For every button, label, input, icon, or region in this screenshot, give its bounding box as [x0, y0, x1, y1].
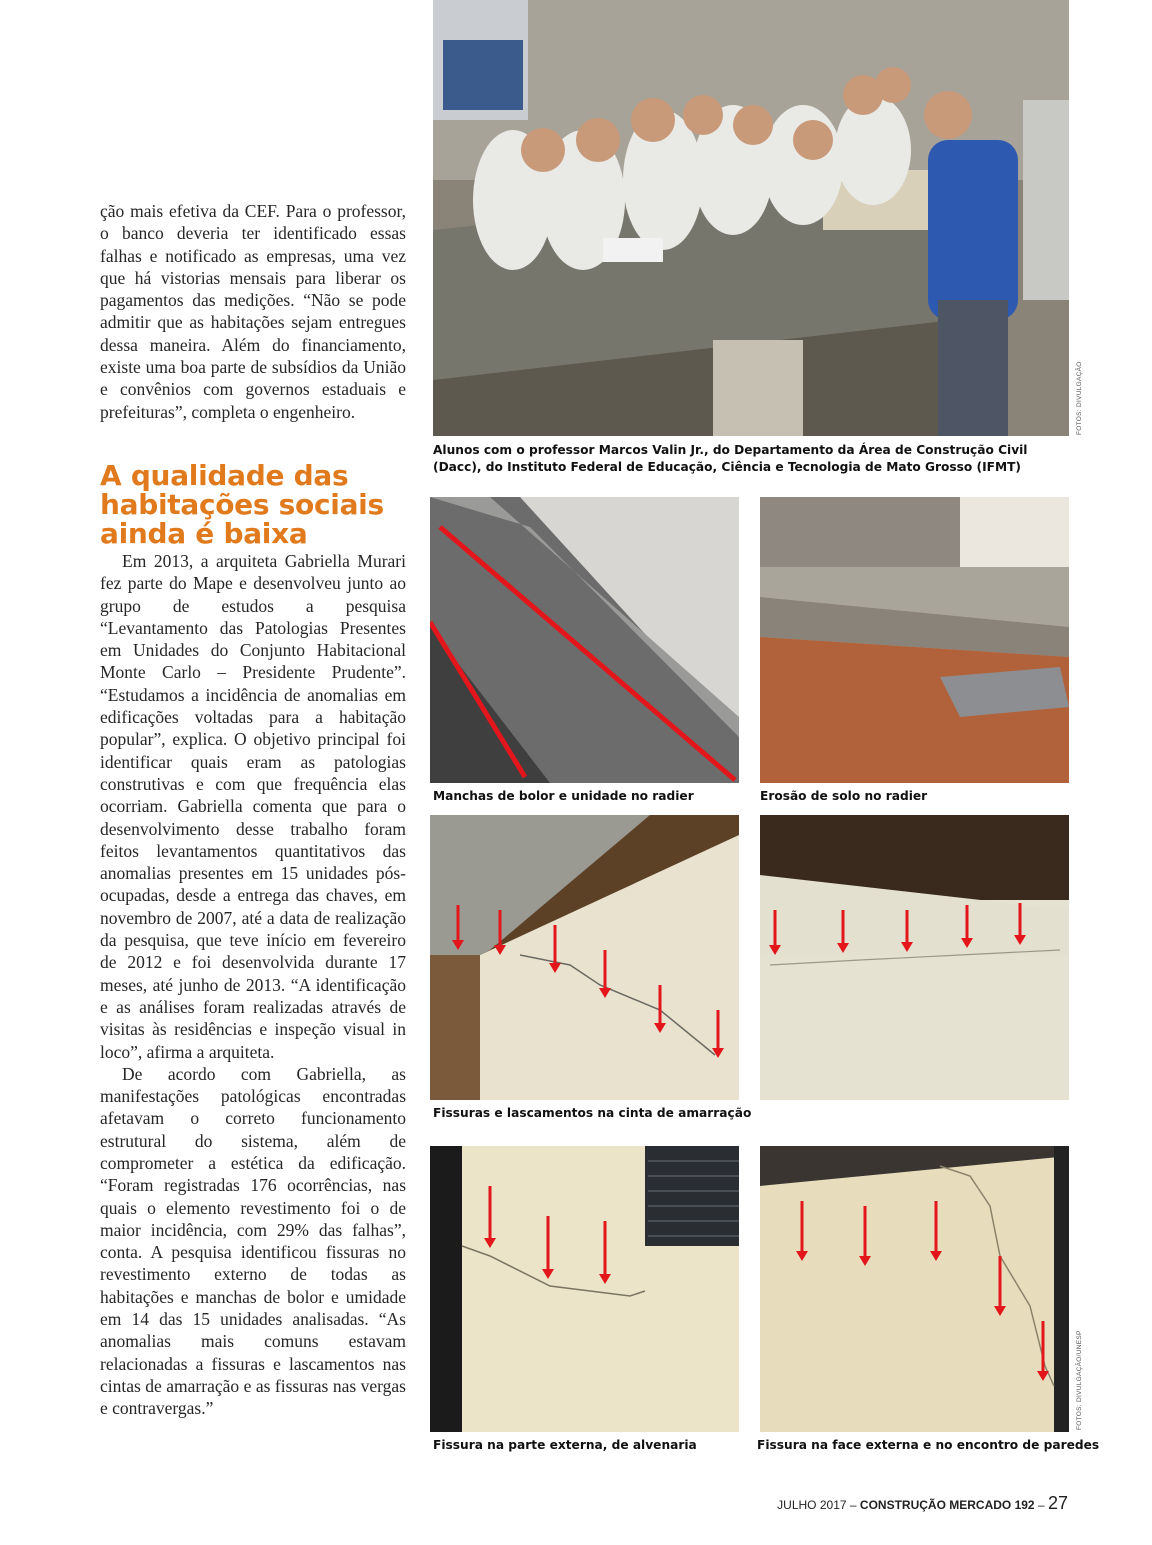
heading-line-1: A qualidade das — [100, 458, 349, 492]
text-column — [100, 200, 406, 1420]
photo-credit-bottom: FOTOS: DIVULGAÇÃO/UNESP — [1076, 1330, 1083, 1430]
section-heading — [100, 458, 406, 550]
students-photo-caption — [433, 442, 1073, 476]
caption-line-1: Alunos com o professor Marcos Valin Jr., do Departamento da Área de Construção Civil — [433, 443, 1028, 457]
heading-line-2: habitações sociais — [100, 487, 384, 521]
erosion-photo — [760, 497, 1069, 783]
mold-photo — [430, 497, 739, 783]
footer-dash: – — [1037, 1498, 1045, 1512]
body-paragraph-2: Em 2013, a arquiteta Gabriella Murari fez parte do Mape e desenvolveu junto ao grupo de estudos a pesquisa “Levantamento das Patologias Presentes em Unidades do Conjunto Habitacional Monte Carlo – Presidente Prudente”. “Estudamos a incidência de anomalias em edificações voltadas para a habitação popular”, explica. O objetivo principal foi identificar quais eram as patologias construtivas e com que frequência elas ocorriam. Gabriella comenta que para o desenvolvimento desse trabalho foram feitos levantamentos quantitativos das anomalias presentes em 15 unidades pós-ocupadas, desde a entrega das chaves, em novembro de 2007, até a data de realização da pesquisa, que teve início em fevereiro de 2012 e foi desenvolvida durante 17 meses, até junho de 2013. “A identificação e as análises foram realizadas através de visitas às residências e inspeção visual in loco”, afirma a arquiteta. — [100, 550, 406, 1062]
caption-line-2: (Dacc), do Instituto Federal de Educação, Ciência e Tecnologia de Mato Grosso (IFMT) — [433, 460, 1021, 474]
footer-date: JULHO 2017 – — [777, 1498, 857, 1512]
mold-caption: Manchas de bolor e unidade no radier — [433, 789, 694, 803]
body-paragraph-3: De acordo com Gabriella, as manifestações patológicas encontradas afetavam o correto funcionamento estrutural do sistema, além de comprometer a estética da edificação. “Foram registradas 176 ocorrências, nas quais o elemento revestimento foi o de maior incidência, com 29% das falhas”, conta. A pesquisa identificou fissuras no revestimento externo de todas as habitações e manchas de bolor e umidade em 14 das 15 unidades analisadas. “As anomalias mais comuns estavam relacionadas a fissuras e lascamentos nas cintas de amarração e as fissuras nas vergas e contravergas.” — [100, 1063, 406, 1419]
masonry-crack-photo — [430, 1146, 739, 1432]
erosion-caption: Erosão de solo no radier — [760, 789, 928, 803]
wall-crack-photo — [760, 1146, 1069, 1432]
page-footer — [777, 1493, 1068, 1514]
body-paragraph-1: ção mais efetiva da CEF. Para o professor, o banco deveria ter identificado essas falhas e notificado as empresas, uma vez que há vistorias mensais para liberar os pagamentos das medições. “Não se pode admitir que as habitações sejam entregues dessa maneira. Além do financiamento, existe uma boa parte de subsídios da União e convênios com governos estaduais e prefeituras”, completa o engenheiro. — [100, 201, 406, 422]
students-photo — [433, 0, 1069, 436]
page-number: 27 — [1047, 1493, 1068, 1513]
wall-caption: Fissura na face externa e no encontro de paredes — [757, 1438, 1100, 1452]
heading-line-3: ainda é baixa — [100, 516, 308, 550]
cinta-caption: Fissuras e lascamentos na cinta de amarração — [433, 1106, 752, 1120]
cinta-crack-photo-2 — [760, 815, 1069, 1100]
footer-magazine: CONSTRUÇÃO MERCADO 192 — [859, 1498, 1035, 1512]
masonry-caption: Fissura na parte externa, de alvenaria — [433, 1438, 697, 1452]
cinta-crack-photo — [430, 815, 739, 1100]
photo-credit-top: FOTOS: DIVULGAÇÃO — [1076, 361, 1083, 435]
